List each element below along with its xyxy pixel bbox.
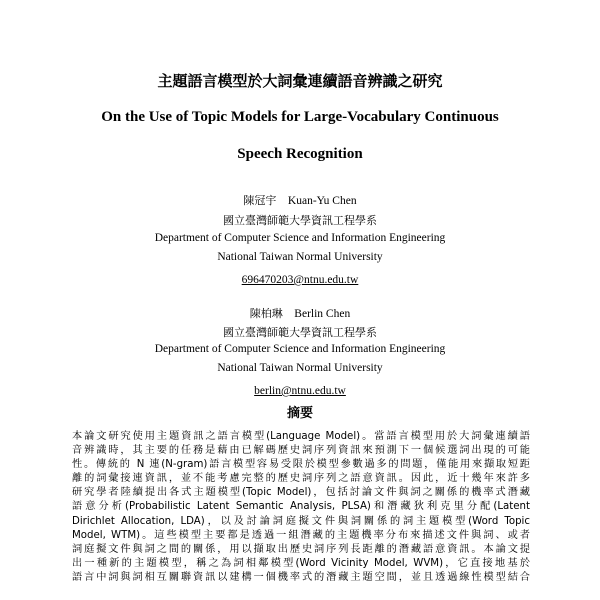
- abstract-line: 離的詞彙接連資訊，並不能考慮完整的歷史詞序列之語意資訊。因此，近十幾年來許多: [72, 473, 530, 485]
- author-2-university: National Taiwan Normal University: [217, 362, 383, 374]
- abstract-line: 詞庭擬文件與詞之間的關係，用以擷取出歷史詞序列長距離的潛藏語意資訊。本論文提: [72, 543, 530, 555]
- abstract-line: 性。傳統的 N 連(N-gram)語言模型容易受限於模型參數過多的問題，僅能用來擷取短距: [72, 459, 530, 471]
- abstract-line: 語意分析(Probabilistic Latent Semantic Analysis, PLSA)和潛藏狄利克里分配(Latent: [72, 501, 530, 513]
- author-2-department: Department of Computer Science and Information Engineering: [154, 343, 446, 355]
- author-1-email[interactable]: 696470203@ntnu.edu.tw: [241, 274, 359, 286]
- author-2-email-row: [0, 381, 600, 399]
- abstract-body: [72, 430, 530, 585]
- author-1-university: National Taiwan Normal University: [217, 251, 383, 263]
- title-chinese: 主題語言模型於大詞彙連續語音辨識之研究: [157, 72, 443, 90]
- author-2-affiliation-zh: 國立臺灣師範大學資訊工程學系: [223, 326, 377, 339]
- abstract-line: 音辨識時，其主要的任務是藉由已解碼歷史詞序列資訊來預測下一個候選詞出現的可能: [72, 445, 530, 457]
- abstract-line: Dirichlet Allocation, LDA)，以及討論詞庭擬文件與詞關係的詞主題模型(Word Topic: [72, 515, 530, 527]
- author-1-department: Department of Computer Science and Information Engineering: [154, 232, 446, 244]
- title-english-line-2: Speech Recognition: [237, 146, 363, 162]
- author-2-name-zh: 陳柏琳: [249, 307, 283, 320]
- author-1-name-zh: 陳冠宇: [243, 194, 277, 207]
- abstract-line: 本論文研究使用主題資訊之語言模型(Language Model)。當語言模型用於大詞彙連續語: [72, 431, 530, 442]
- title-english-line-1: On the Use of Topic Models for Large-Vocabulary Continuous: [101, 109, 499, 125]
- author-2-email[interactable]: berlin@ntnu.edu.tw: [254, 385, 346, 397]
- author-1-email-row: [0, 270, 600, 288]
- abstract-heading: 摘要: [286, 406, 313, 421]
- author-1-affiliation-zh: 國立臺灣師範大學資訊工程學系: [223, 214, 377, 227]
- abstract-line: Model, WTM)。這些模型主要都是透過一組潛藏的主題機率分布來描述文件與詞、或者: [72, 529, 530, 541]
- author-1-name: [0, 192, 600, 208]
- author-2-name-en: Berlin Chen: [294, 308, 351, 320]
- author-1-name-en: Kuan-Yu Chen: [287, 195, 357, 207]
- abstract-line: 出一種新的主題模型，稱之為詞相鄰模型(Word Vicinity Model, WVM)，它直接地基於: [72, 557, 530, 569]
- author-2-name: [0, 305, 600, 321]
- abstract-line: 語言中詞與詞相互關聯資訊以建構一個機率式的潛藏主題空間，並且透過線性模型結合: [72, 571, 530, 583]
- abstract-line: 研究學者陸續提出各式主題模型(Topic Model)，包括討論文件與詞之關係的機率式潛藏: [72, 487, 530, 499]
